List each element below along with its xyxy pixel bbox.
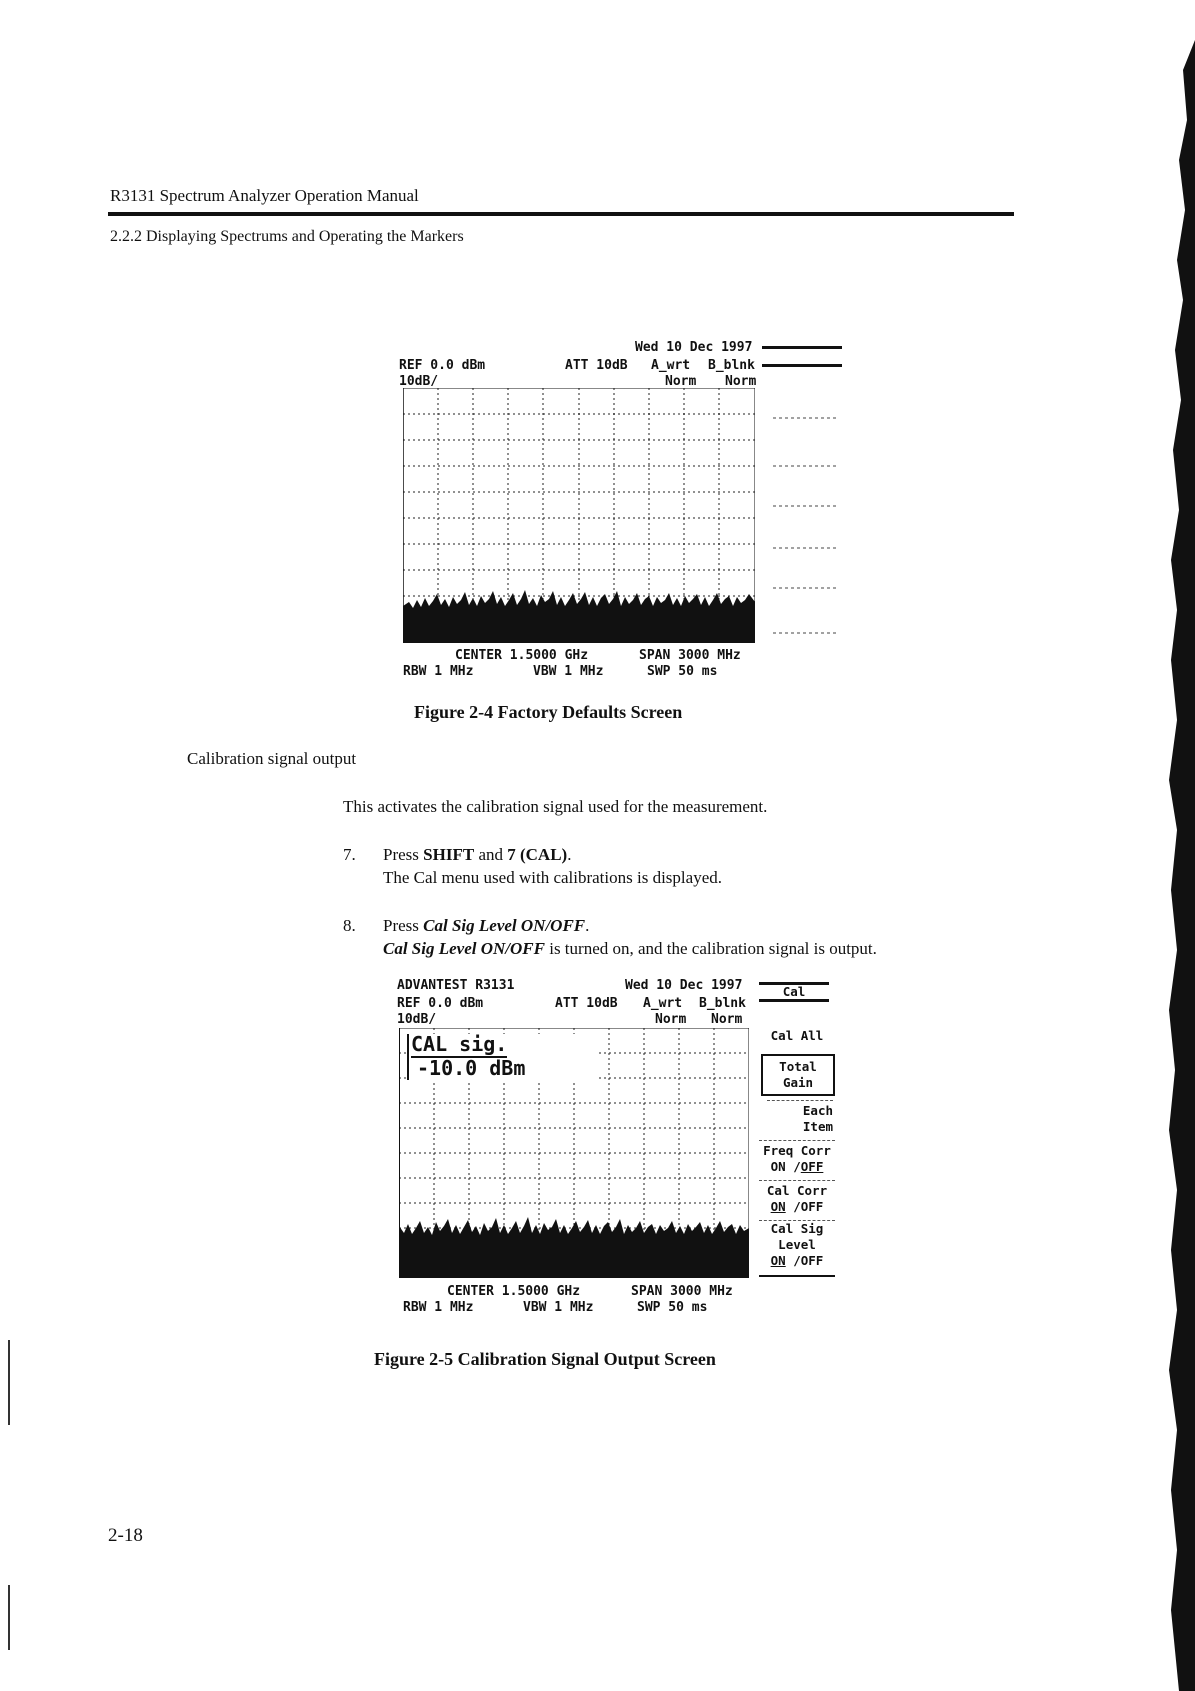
trace-a-mode: Norm [655,1012,687,1027]
page-number: 2-18 [108,1525,143,1546]
softkey-calcorr-on: ON [770,1199,786,1214]
sweep-time-label: SWP 50 ms [637,1300,708,1315]
date-label: Wed 10 Dec 1997 [635,340,753,355]
rbw-label: RBW 1 MHz [403,664,474,679]
figure-2-caption: Figure 2-5 Calibration Signal Output Screen [374,1349,716,1369]
softkey-freq-line1: Freq Corr [763,1143,831,1158]
cal-signal-label: CAL sig. [411,1032,508,1056]
softkey-total-gain[interactable] [761,1054,835,1096]
step-7-and: and [474,845,508,864]
attenuation-label: ATT 10dB [565,358,628,373]
trace-a-label: A_wrt [651,358,691,373]
softkey-area-blank [765,388,845,643]
cal-menu-title: Cal [782,984,806,999]
step-7-result: The Cal menu used with calibrations is displayed. [383,868,722,887]
manual-title: R3131 Spectrum Analyzer Operation Manual [110,186,419,205]
trace-b-label: B_blnk [699,996,746,1011]
menu-title-box [759,982,829,1002]
softkey-total-line1: Total [779,1059,817,1074]
cal-signal-value: -10.0 dBm [417,1056,526,1080]
attenuation-label: ATT 10dB [555,996,618,1011]
softkey-freq-line2 [759,1159,835,1175]
step-8-result-text: is turned on, and the calibration signal is output. [544,939,877,958]
softkey-total-line2: Gain [782,1075,814,1090]
sweep-time-label: SWP 50 ms [647,664,718,679]
trace-a-mode: Norm [665,374,697,389]
softkey-menu [757,1028,837,1278]
scan-mark-left-2 [8,1585,10,1650]
intro-paragraph: This activates the calibration signal used for the measurement. [343,797,768,816]
step-7-press: Press [383,845,424,864]
step-8-result-key: Cal Sig Level ON/OFF [383,939,545,958]
menu-title-bar [762,346,842,349]
softkey-calsig-off: /OFF [785,1253,824,1268]
step-8-press: Press [383,916,424,935]
softkey-calcorr-off: /OFF [785,1199,824,1214]
trace-b-mode: Norm [725,374,757,389]
softkey-calsig-on: ON [770,1253,786,1268]
trace-b-mode: Norm [711,1012,743,1027]
ref-level-label: REF 0.0 dBm [399,358,486,373]
scan-mark-left-1 [8,1340,10,1425]
step-8-instruction [383,916,589,936]
step-7-end: . [567,845,572,864]
menu-bar-2 [762,364,842,367]
span-label: SPAN 3000 MHz [631,1284,733,1299]
softkey-each-line1: Each [802,1103,833,1118]
softkey-calcorr-line1: Cal Corr [766,1183,828,1198]
cal-signal-readout [407,1034,599,1080]
softkey-freq-on: ON / [770,1159,801,1174]
side-heading: Calibration signal output [187,749,357,768]
softkey-calsig-line2: Level [778,1237,816,1252]
trace-b-label: B_blnk [708,358,755,373]
softkey-calsig-line3 [759,1253,835,1269]
brand-label: ADVANTEST R3131 [397,978,515,993]
step-8-number: 8. [343,916,356,935]
step-7-key-cal: 7 (CAL) [507,845,568,864]
step-8-end: . [585,916,590,935]
vbw-label: VBW 1 MHz [533,664,604,679]
softkey-each-line2: Item [802,1119,833,1134]
softkey-freq-off: OFF [800,1159,824,1174]
step-8-result [383,939,877,959]
softkey-cal-all[interactable]: Cal All [770,1028,824,1043]
center-freq-label: CENTER 1.5000 GHz [447,1284,581,1299]
figure-factory-defaults [395,336,850,681]
date-label: Wed 10 Dec 1997 [625,978,743,993]
step-7-number: 7. [343,845,356,864]
scale-label: 10dB/ [397,1012,437,1027]
softkey-calsig-line1: Cal Sig [770,1221,824,1236]
trace-a-label: A_wrt [643,996,683,1011]
ref-level-label: REF 0.0 dBm [397,996,484,1011]
header-rule [108,212,1014,216]
figure-1-caption: Figure 2-4 Factory Defaults Screen [414,702,683,722]
figure-cal-signal [393,974,848,1344]
rbw-label: RBW 1 MHz [403,1300,474,1315]
softkey-freq-corr[interactable] [759,1140,835,1177]
torn-edge-image [1165,40,1195,1691]
softkey-each-item[interactable] [767,1100,833,1137]
softkey-calcorr-line2 [759,1199,835,1215]
step-7-instruction [383,845,571,865]
scale-label: 10dB/ [399,374,439,389]
softkey-cal-sig-level[interactable] [759,1220,835,1277]
spectrum-graticule [403,388,755,643]
span-label: SPAN 3000 MHz [639,648,741,663]
step-7-key-shift: SHIFT [423,845,475,864]
step-8-key: Cal Sig Level ON/OFF [423,916,586,935]
softkey-cal-corr[interactable] [759,1180,835,1217]
section-title: 2.2.2 Displaying Spectrums and Operating the Markers [110,228,464,245]
vbw-label: VBW 1 MHz [523,1300,594,1315]
center-freq-label: CENTER 1.5000 GHz [455,648,589,663]
